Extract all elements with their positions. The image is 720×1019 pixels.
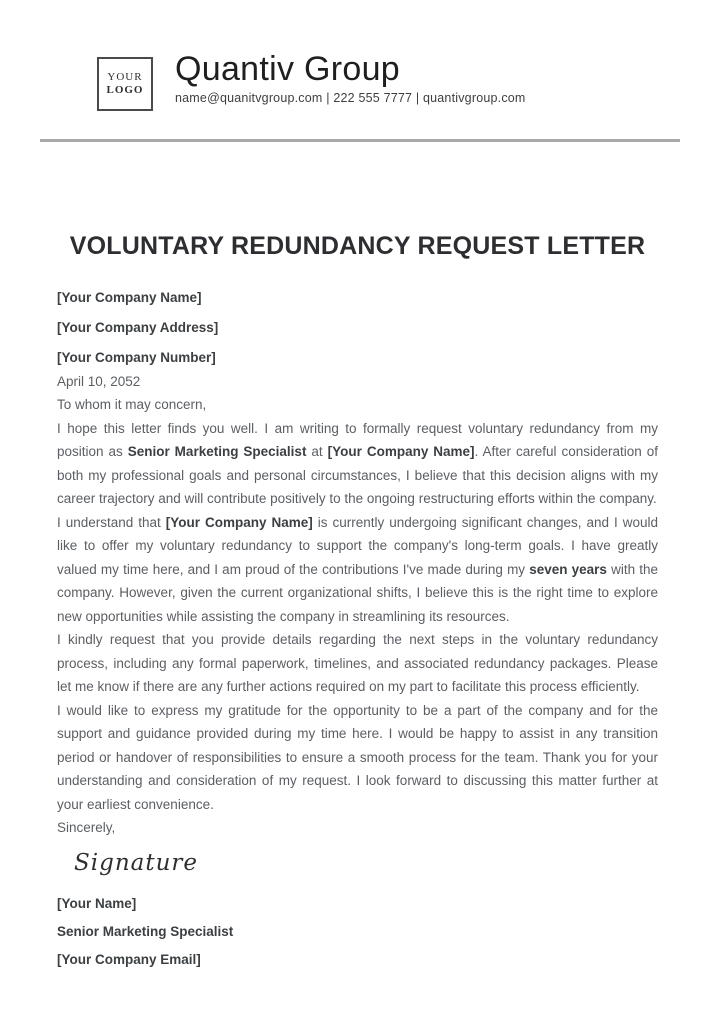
salutation: To whom it may concern, [57,397,207,412]
logo-text-logo: LOGO [106,84,144,96]
closing-line: Sincerely, [57,820,116,835]
recipient-block [57,286,658,370]
company-address-placeholder: [Your Company Address] [57,320,219,335]
logo-text-your: YOUR [107,71,143,83]
signer-name-placeholder: [Your Name] [57,895,137,911]
signer-email-placeholder: [Your Company Email] [57,951,201,967]
company-number-placeholder: [Your Company Number] [57,350,216,365]
company-brand-name: Quantiv Group [175,50,401,88]
body-paragraph: I would like to express my gratitude for the opportunity to be a part of the company and for the support and guidance provided during my time here. I would be happy to assist in any transition period or handover of responsibilities to ensure a smooth process for the team. Thank you for your understanding and consideration of my request. I look forward to discussing this matter further at your earliest convenience. [57,702,658,812]
company-name-placeholder: [Your Company Name] [57,290,202,305]
signer-title: Senior Marketing Specialist [57,923,234,939]
letter-date: April 10, 2052 [57,373,141,389]
contact-info-line: name@quanitvgroup.com | 222 555 7777 | quantivgroup.com [175,91,526,105]
body-paragraph: I kindly request that you provide details regarding the next steps in the voluntary redundancy process, including any formal paperwork, timelines, and associated redundancy packages. Please let me know if there are any further actions required on my part to facilitate this process efficiently. [57,632,658,694]
header-divider [40,139,680,142]
body-paragraph: I hope this letter finds you well. I am writing to formally request voluntary redundancy from my position as Senior Marketing Specialist at [Your Company Name]. After careful consideration of both my professional goals and personal circumstances, I believe that this decision aligns with my career trajectory and will contribute positively to the ongoing restructuring efforts within the company. [57,420,658,506]
letter-title: VOLUNTARY REDUNDANCY REQUEST LETTER [69,232,646,260]
signature-script: Signature [74,849,199,876]
letter-content [57,228,658,968]
logo-placeholder [97,57,153,111]
signer-block [57,896,658,968]
body-paragraph: I understand that [Your Company Name] is currently undergoing significant changes, and I would like to offer my voluntary redundancy to support the company's long-term goals. I have greatly valued my time here, and I am proud of the contributions I've made during my seven years with the company. However, given the current organizational shifts, I believe this is the right time to explore new opportunities while assisting the company in streamlining its resources. [57,514,659,624]
brand-block [175,49,526,105]
